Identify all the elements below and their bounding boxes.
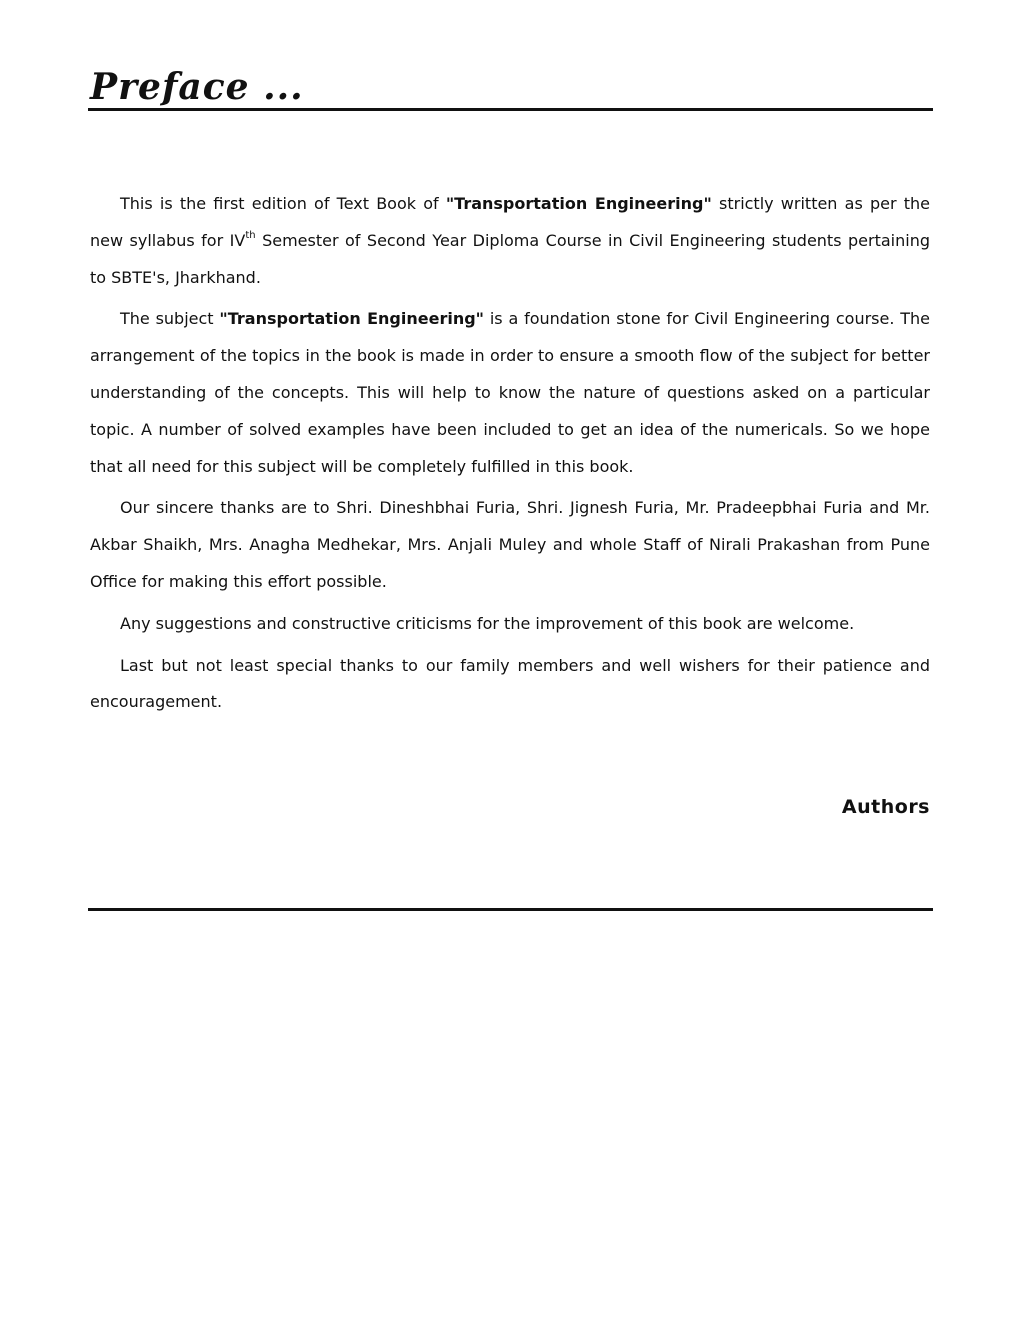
paragraph-edition (90, 186, 930, 296)
paragraph-subject (90, 301, 930, 485)
preface-body (90, 186, 930, 726)
subject-title-bold: "Transportation Engineering" (445, 194, 712, 213)
paragraph-suggestions: Any suggestions and constructive criticisms for the improvement of this book are welcome. (120, 613, 855, 633)
paragraph-subject-pre: The subject (120, 309, 220, 329)
paragraph-subject-post: is a foundation stone for Civil Engineering course. The arrangement of the topics in the book is made in order to ensure a smooth flow of the subject for better understanding of the concepts. This will help to know the nature of questions asked on a particular topic. A number of solved examples have been included to get an idea of the numericals. So we hope that all need for this subject will be completely fulfilled in this book. (90, 309, 931, 476)
subject-title-bold: "Transportation Engineering" (219, 309, 485, 329)
paragraph-thanks: Our sincere thanks are to Shri. Dineshbhai Furia, Shri. Jignesh Furia, Mr. Pradeepbhai Furia and Mr. Akbar Shaikh, Mrs. Anagha Medhekar, Mrs. Anjali Muley and whole Staff of Nirali Prakashan from Pune Office for making this effort possible. (90, 498, 930, 591)
paragraph-edition-mid: strictly written as per the new syllabus for IV (90, 194, 930, 250)
authors-signature: Authors (841, 796, 930, 818)
top-divider (88, 108, 933, 111)
paragraph-family: Last but not least special thanks to our family members and well wishers for their patience and encouragement. (90, 655, 930, 712)
paragraph-edition-post: Semester of Second Year Diploma Course in Civil Engineering students pertaining to SBTE's, Jharkhand. (90, 230, 931, 287)
page-title: Preface ... (90, 66, 304, 108)
bottom-divider (88, 908, 933, 911)
ordinal-superscript: th (245, 229, 256, 241)
paragraph-edition-pre: This is the first edition of Text Book of (120, 194, 446, 213)
